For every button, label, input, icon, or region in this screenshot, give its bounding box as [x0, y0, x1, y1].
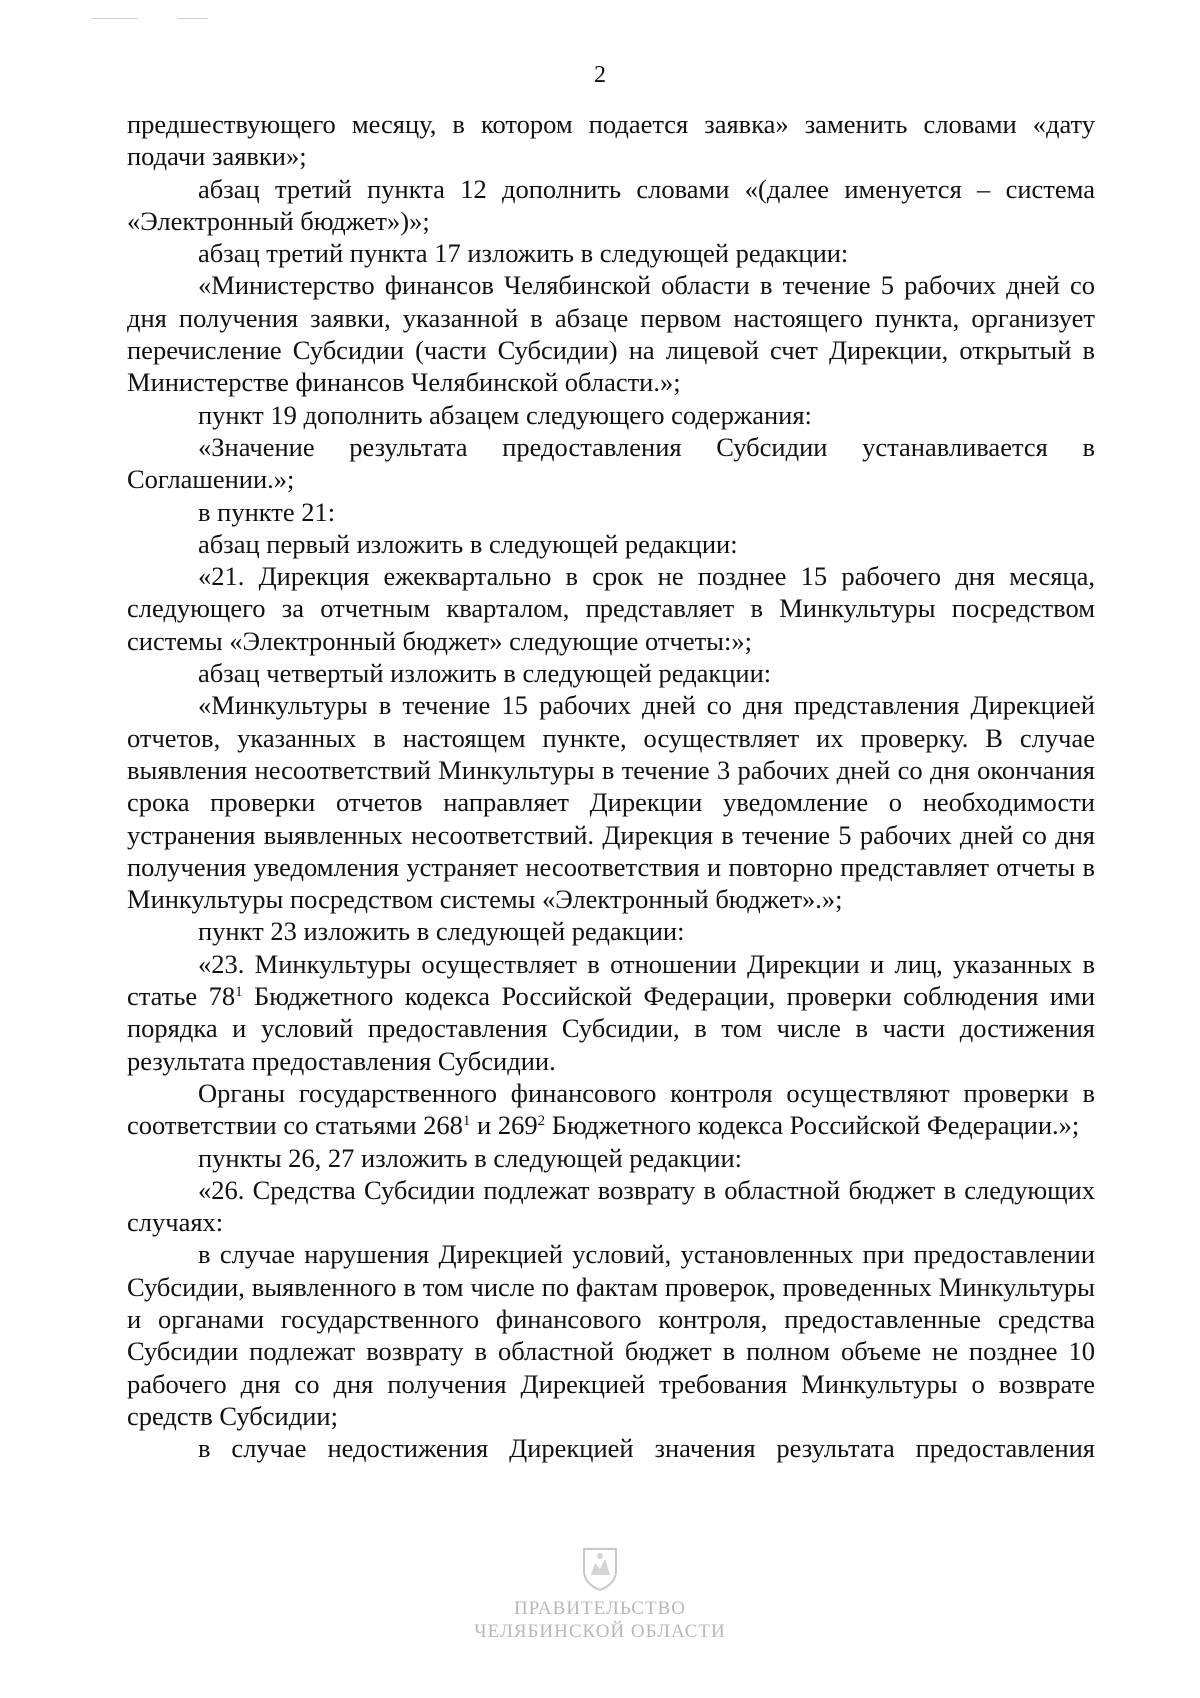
paragraph: предшествующего месяцу, в котором подается заявка» заменить словами «дату подачи заявки»; — [127, 109, 1095, 172]
scan-artifact — [92, 18, 138, 19]
paragraph: «Значение результата предоставления Субсидии устанавливается в Соглашении.»; — [127, 431, 1095, 495]
paragraph-financial-control-text-start: Органы государственного финансового контроля осуществляют проверки в соответствии со статьями 268 — [127, 1077, 1095, 1141]
government-watermark — [0, 1545, 1200, 1643]
paragraph-article-23-text-start: «23. Минкультуры осуществляет в отношении Дирекции и лиц, указанных в статье 78 — [127, 948, 1095, 1012]
paragraph: пункт 19 дополнить абзацем следующего содержания: — [198, 399, 812, 430]
paragraph: абзац первый изложить в следующей редакции: — [198, 528, 738, 559]
paragraph-financial-control-text-end: Бюджетного кодекса Российской Федерации.»; — [545, 1110, 1080, 1141]
watermark-line-1: ПРАВИТЕЛЬСТВО — [514, 1598, 686, 1619]
paragraph-financial-control — [127, 1077, 1095, 1142]
paragraph: абзац третий пункта 12 дополнить словами «(далее именуется – система «Электронный бюджет»)»; — [127, 173, 1095, 236]
coat-of-arms-icon — [580, 1545, 620, 1591]
watermark-line-2: ЧЕЛЯБИНСКОЙ ОБЛАСТИ — [474, 1621, 726, 1642]
paragraph: в случае нарушения Дирекцией условий, установленных при предоставлении Субсидии, выявленного в том числе по фактам проверок, проведенных Минкультуры и органами государственного финансового контроля, предоставленные средства Субсидии подлежат возврату в областной бюджет в полном объеме не позднее 10 рабочего дня со дня получения Дирекцией требования Минкультуры о возврате средств Субсидии; — [127, 1239, 1095, 1431]
paragraph-article-23 — [127, 948, 1095, 1077]
paragraph-article-23-text-end: Бюджетного кодекса Российской Федерации, проверки соблюдения ими порядка и условий предоставления Субсидии, в том числе в части достижения результата предоставления Субсидии. — [127, 981, 1095, 1076]
paragraph: «Минкультуры в течение 15 рабочих дней со дня представления Дирекцией отчетов, указанных в настоящем пункте, осуществляет их проверку. В случае выявления несоответствий Минкультуры в течение 3 рабочих дней со дня окончания срока проверки отчетов направляет Дирекции уведомление о необходимости устранения выявленных несоответствий. Дирекция в течение 5 рабочих дней со дня получения уведомления устраняет несоответствия и повторно представляет отчеты в Минкультуры посредством системы «Электронный бюджет».»; — [127, 690, 1095, 915]
paragraph: пункт 23 изложить в следующей редакции: — [198, 916, 685, 947]
paragraph: абзац третий пункта 17 изложить в следующей редакции: — [198, 238, 849, 269]
paragraph: в случае недостижения Дирекцией значения результата предоставления — [198, 1433, 1095, 1464]
paragraph: «Министерство финансов Челябинской области в течение 5 рабочих дней со дня получения заявки, указанной в абзаце первом настоящего пункта, организует перечисление Субсидии (части Субсидии) на лицевой счет Дирекции, открытый в Министерстве финансов Челябинской области.»; — [127, 270, 1095, 398]
superscript: 1 — [235, 984, 243, 1001]
paragraph: абзац четвертый изложить в следующей редакции: — [198, 658, 772, 689]
paragraph-financial-control-text-middle: и 269 — [470, 1110, 538, 1141]
document-body — [127, 108, 1095, 1464]
paragraph: «26. Средства Субсидии подлежат возврату в областной бюджет в следующих случаях: — [127, 1174, 1095, 1238]
paragraph-group-end — [127, 1142, 1095, 1465]
superscript: 1 — [462, 1113, 471, 1130]
superscript: 2 — [537, 1113, 546, 1130]
paragraph-group-start — [127, 108, 1095, 948]
paragraph: пункты 26, 27 изложить в следующей редакции: — [198, 1142, 743, 1173]
page-number: 2 — [594, 62, 606, 88]
paragraph: «21. Дирекция ежеквартально в срок не позднее 15 рабочего дня месяца, следующего за отчетным кварталом, представляет в Минкультуры посредством системы «Электронный бюджет» следующие отчеты:»; — [127, 561, 1095, 656]
paragraph: в пункте 21: — [198, 496, 336, 527]
scan-artifact — [178, 18, 208, 19]
